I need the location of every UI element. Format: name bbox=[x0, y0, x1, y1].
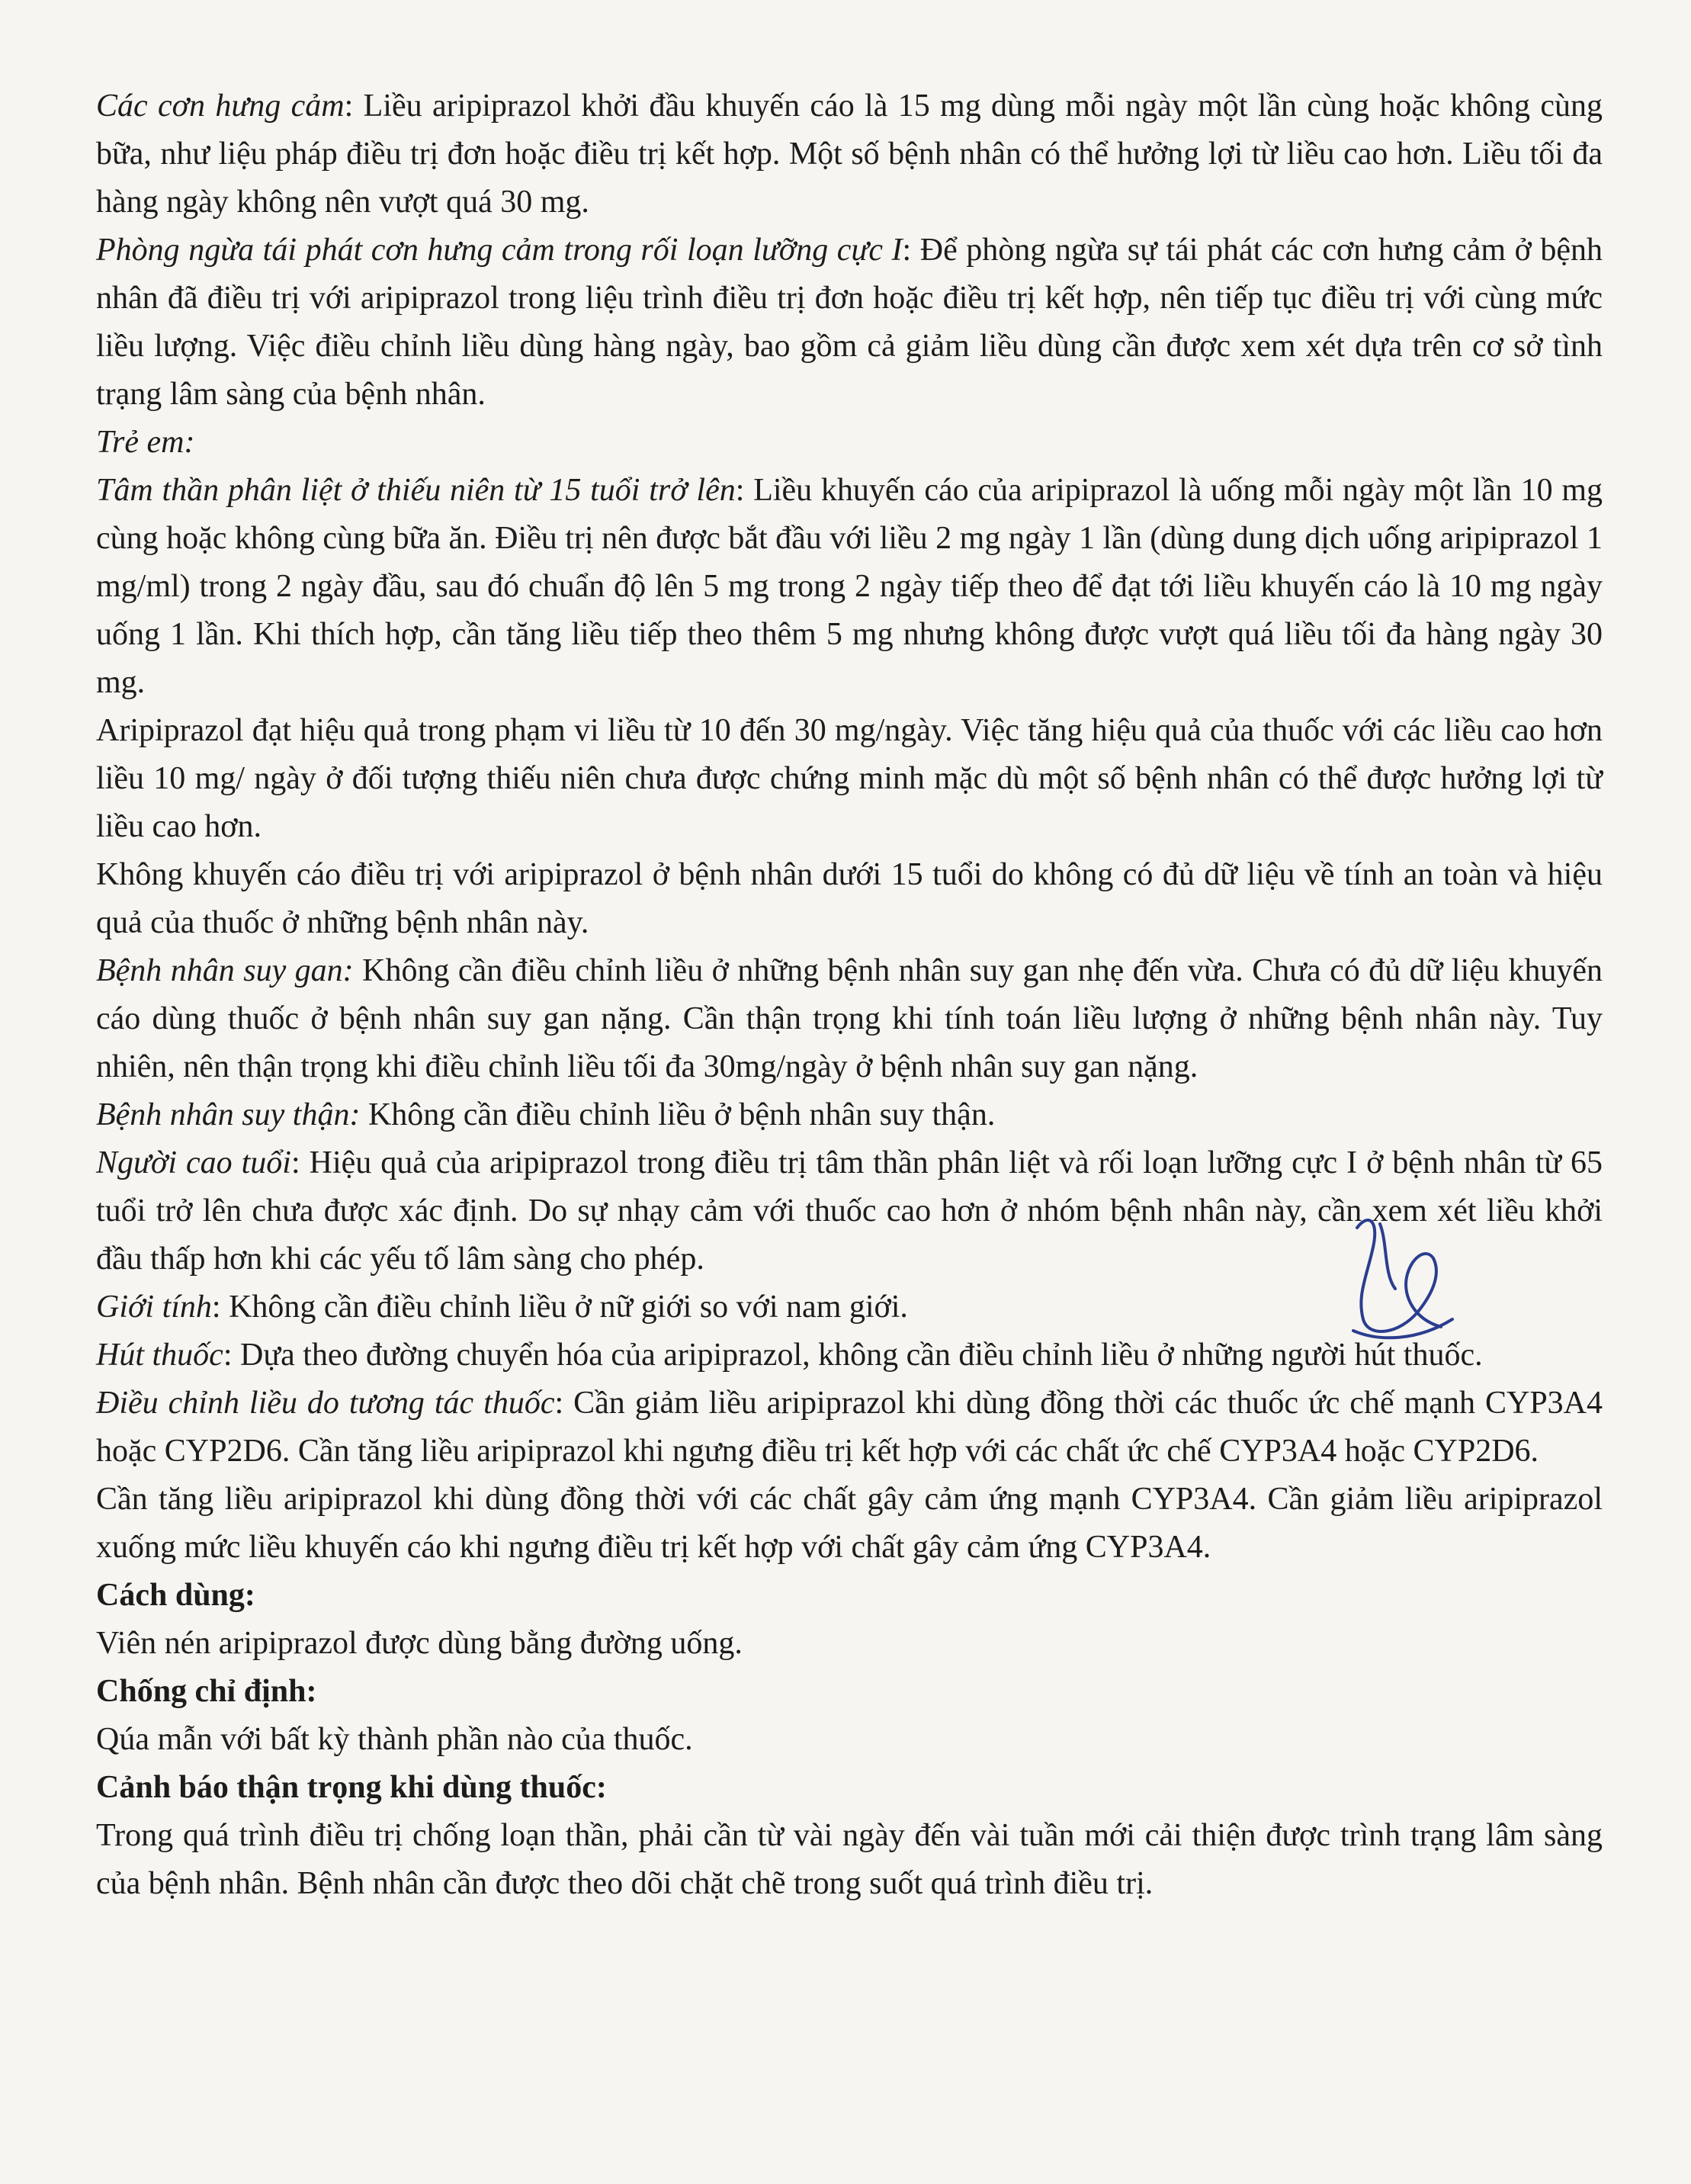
usage-text: Viên nén aripiprazol được dùng bằng đường uống. bbox=[96, 1626, 743, 1661]
paragraph-label: Trẻ em: bbox=[96, 425, 195, 460]
paragraph-text: Không cần điều chỉnh liều ở bệnh nhân suy thận. bbox=[367, 1097, 996, 1132]
label-separator: : bbox=[290, 1145, 310, 1180]
paragraph-text: Dựa theo đường chuyển hóa của aripiprazol, không cần điều chỉnh liều ở những người hút thuốc. bbox=[239, 1338, 1483, 1373]
label-separator: : bbox=[554, 1386, 574, 1421]
label-separator bbox=[360, 1097, 368, 1132]
paragraph-label: Bệnh nhân suy thận: bbox=[96, 1097, 361, 1132]
paragraph-label: Phòng ngừa tái phát cơn hưng cảm trong rối loạn lưỡng cực I bbox=[96, 233, 903, 268]
usage-heading: Cách dùng: bbox=[96, 1578, 255, 1613]
label-separator: : bbox=[211, 1290, 229, 1325]
paragraph-text: Không cần điều chỉnh liều ở nữ giới so với nam giới. bbox=[229, 1290, 908, 1325]
paragraph-manic-episodes bbox=[96, 82, 1603, 226]
paragraph-under-15 bbox=[96, 851, 1603, 947]
handwritten-signature-icon bbox=[1327, 1205, 1464, 1350]
paragraph-text: Aripiprazol đạt hiệu quả trong phạm vi liều từ 10 đến 30 mg/ngày. Việc tăng hiệu quả của thuốc với các liều cao hơn liều 10 mg/ ngày ở đối tượng thiếu niên chưa được chứng minh mặc dù một số bệnh nhân có thể được hưởng lợi từ liều cao hơn. bbox=[96, 713, 1603, 844]
paragraph-children-heading bbox=[96, 419, 1603, 467]
paragraph-label: Điều chỉnh liều do tương tác thuốc bbox=[96, 1386, 555, 1421]
label-separator bbox=[354, 953, 362, 988]
warnings-text: Trong quá trình điều trị chống loạn thần, phải cần từ vài ngày đến vài tuần mới cải thiện được trình trạng lâm sàng của bệnh nhân. Bệnh nhân cần được theo dõi chặt chẽ trong suốt quá trình điều trị. bbox=[96, 1818, 1603, 1901]
paragraph-label: Người cao tuổi bbox=[96, 1145, 291, 1180]
paragraph-cyp3a4-inducers bbox=[96, 1476, 1603, 1572]
paragraph-label: Hút thuốc bbox=[96, 1338, 223, 1373]
label-separator: : bbox=[344, 88, 364, 124]
paragraph-text: Không cần điều chỉnh liều ở những bệnh nhân suy gan nhẹ đến vừa. Chưa có đủ dữ liệu khuyến cáo dùng thuốc ở bệnh nhân suy gan nặng. Cần thận trọng khi tính toán liều lượng ở những bệnh nhân này. Tuy nhiên, nên thận trọng khi điều chỉnh liều tối đa 30mg/ngày ở bệnh nhân suy gan nặng. bbox=[96, 953, 1603, 1084]
paragraph-label: Tâm thần phân liệt ở thiếu niên từ 15 tuổi trở lên bbox=[96, 473, 736, 508]
paragraph-text: Cần tăng liều aripiprazol khi dùng đồng thời với các chất gây cảm ứng mạnh CYP3A4. Cần giảm liều aripiprazol xuống mức liều khuyến cáo khi ngưng điều trị kết hợp với chất gây cảm ứng CYP3A4. bbox=[96, 1482, 1603, 1565]
paragraph-text: Hiệu quả của aripiprazol trong điều trị tâm thần phân liệt và rối loạn lưỡng cực I ở bệnh nhân từ 65 tuổi trở lên chưa được xác định. Do sự nhạy cảm với thuốc cao hơn ở nhóm bệnh nhân này, cần xem xét liều khởi đầu thấp hơn khi các yếu tố lâm sàng cho phép. bbox=[96, 1145, 1603, 1277]
paragraph-text: Liều khuyến cáo của aripiprazol là uống mỗi ngày một lần 10 mg cùng hoặc không cùng bữa ăn. Điều trị nên được bắt đầu với liều 2 mg ngày 1 lần (dùng dung dịch uống aripiprazol 1 mg/ml) trong 2 ngày đầu, sau đó chuẩn độ lên 5 mg trong 2 ngày tiếp theo để đạt tới liều khuyến cáo là 10 mg ngày uống 1 lần. Khi thích hợp, cần tăng liều tiếp theo thêm 5 mg nhưng không được vượt quá liều tối đa hàng ngày 30 mg. bbox=[96, 473, 1603, 700]
paragraph-label: Bệnh nhân suy gan: bbox=[96, 953, 354, 988]
label-separator: : bbox=[902, 233, 920, 268]
paragraph-hepatic-impairment bbox=[96, 947, 1603, 1091]
paragraph-effective-dose-range bbox=[96, 707, 1603, 851]
paragraph-renal-impairment bbox=[96, 1091, 1603, 1139]
paragraph-adolescent-schizophrenia bbox=[96, 467, 1603, 707]
paragraph-label: Các cơn hưng cảm bbox=[96, 88, 345, 124]
paragraph-text: Liều aripiprazol khởi đầu khuyến cáo là 15 mg dùng mỗi ngày một lần cùng hoặc không cùng bữa, như liệu pháp điều trị đơn hoặc điều trị kết hợp. Một số bệnh nhân có thể hưởng lợi từ liều cao hơn. Liều tối đa hàng ngày không nên vượt quá 30 mg. bbox=[96, 88, 1603, 220]
paragraph-text: Không khuyến cáo điều trị với aripiprazol ở bệnh nhân dưới 15 tuổi do không có đủ dữ liệu về tính an toàn và hiệu quả của thuốc ở những bệnh nhân này. bbox=[96, 857, 1603, 940]
paragraph-drug-interactions bbox=[96, 1379, 1603, 1476]
label-separator: : bbox=[223, 1338, 240, 1373]
paragraph-text: Để phòng ngừa sự tái phát các cơn hưng cảm ở bệnh nhân đã điều trị với aripiprazol trong liệu trình điều trị đơn hoặc điều trị kết hợp, nên tiếp tục điều trị với cùng mức liều lượng. Việc điều chỉnh liều dùng hàng ngày, bao gồm cả giảm liều dùng cần được xem xét dựa trên cơ sở tình trạng lâm sàng của bệnh nhân. bbox=[96, 233, 1603, 412]
warnings-heading: Cảnh báo thận trọng khi dùng thuốc: bbox=[96, 1770, 607, 1805]
paragraph-text: Cần giảm liều aripiprazol khi dùng đồng thời các thuốc ức chế mạnh CYP3A4 hoặc CYP2D6. Cần tăng liều aripiprazol khi ngưng điều trị kết hợp với các chất ức chế CYP3A4 hoặc CYP2D6. bbox=[96, 1386, 1603, 1469]
paragraph-relapse-prevention bbox=[96, 226, 1603, 419]
label-separator: : bbox=[735, 473, 754, 508]
contraindications-text: Qúa mẫn với bất kỳ thành phần nào của thuốc. bbox=[96, 1722, 693, 1757]
document-page bbox=[96, 82, 1603, 1908]
paragraph-label: Giới tính bbox=[96, 1290, 212, 1325]
contraindications-heading: Chống chỉ định: bbox=[96, 1674, 317, 1709]
